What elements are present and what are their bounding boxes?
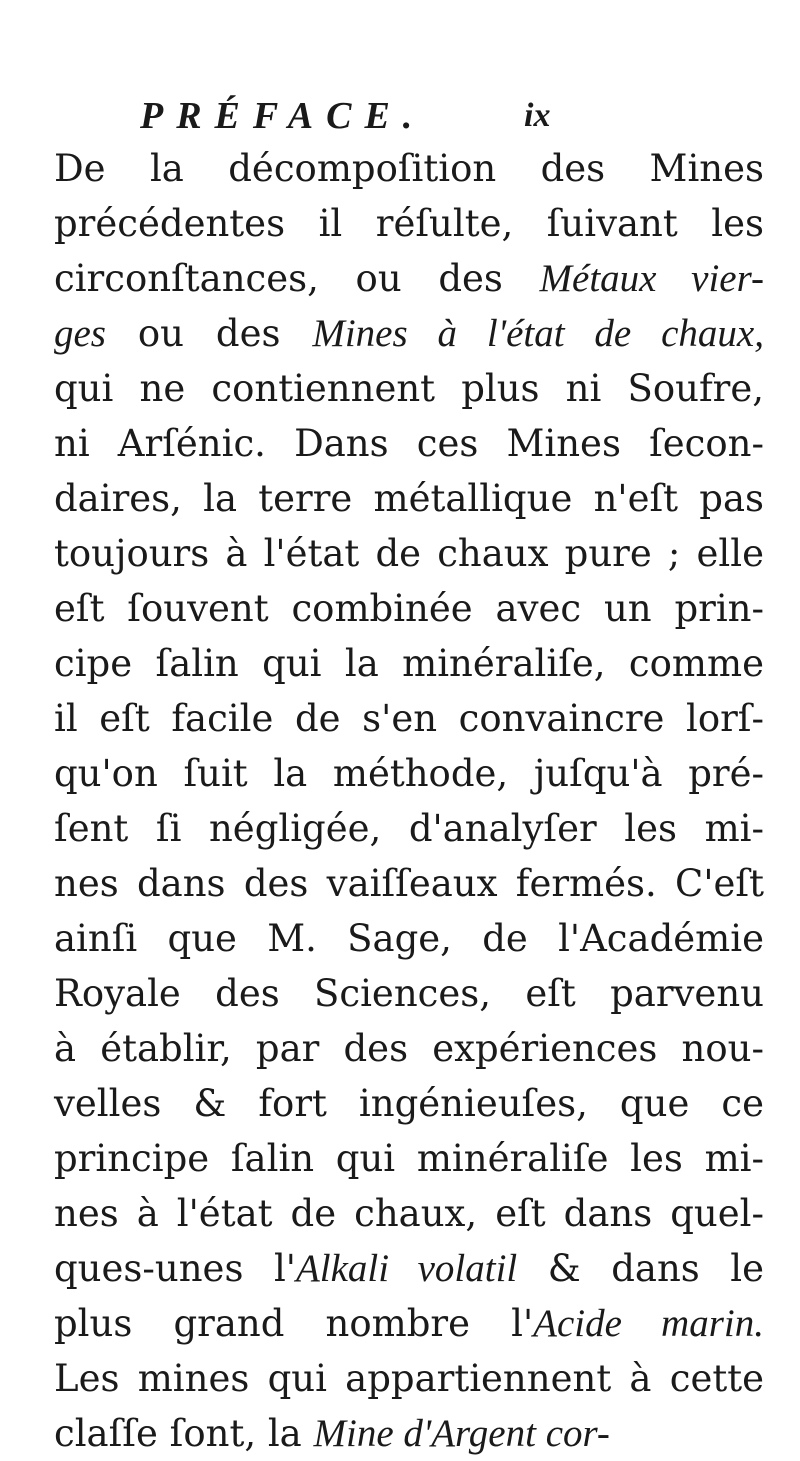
text-line xyxy=(54,1296,764,1351)
text-segment: ainſi que M. Sage, de l'Académie xyxy=(54,917,764,960)
text-segment: toujours à l'état de chaux pure ; elle xyxy=(54,532,764,575)
text-segment: plus grand nombre l' xyxy=(54,1302,534,1345)
text-line xyxy=(54,1406,764,1461)
text-segment: à établir, par des expériences nou- xyxy=(54,1027,764,1070)
text-segment: qu'on ſuit la méthode, juſqu'à pré- xyxy=(54,752,764,795)
text-line xyxy=(54,1131,764,1186)
text-line xyxy=(54,581,764,636)
text-segment: nes à l'état de chaux, eſt dans quel- xyxy=(54,1192,764,1235)
text-line xyxy=(54,526,764,581)
text-segment: qui ne contiennent plus ni Soufre, xyxy=(54,367,764,410)
text-segment: Royale des Sciences, eſt parvenu xyxy=(54,972,764,1015)
text-line xyxy=(54,471,764,526)
text-line xyxy=(54,251,764,306)
text-line xyxy=(54,141,764,196)
text-line xyxy=(54,1186,764,1241)
text-line xyxy=(54,196,764,251)
italic-text: ges xyxy=(54,312,106,355)
text-segment: eſt ſouvent combinée avec un prin- xyxy=(54,587,764,630)
text-segment: claſſe ſont, la xyxy=(54,1412,314,1455)
text-segment: cipe ſalin qui la minéraliſe, comme xyxy=(54,642,764,685)
text-line xyxy=(54,1021,764,1076)
text-line xyxy=(54,856,764,911)
page-header xyxy=(140,86,760,146)
italic-text: Acide marin. xyxy=(533,1302,764,1345)
text-segment: daires, la terre métallique n'eſt pas xyxy=(54,477,764,520)
text-segment: ni Arſénic. Dans ces Mines ſecon- xyxy=(54,422,764,465)
text-line xyxy=(54,361,764,416)
text-segment: nes dans des vaiſſeaux fermés. C'eſt xyxy=(54,862,764,905)
text-line xyxy=(54,1351,764,1406)
text-line xyxy=(54,416,764,471)
text-line xyxy=(54,636,764,691)
italic-text: Alkali volatil xyxy=(295,1247,518,1290)
italic-text: Mines à l'état de chaux, xyxy=(312,312,764,355)
text-line xyxy=(54,1241,764,1296)
text-segment: il eſt facile de s'en convaincre lorſ- xyxy=(54,697,764,740)
text-segment: ou des xyxy=(106,312,313,355)
page-number: ix xyxy=(524,97,551,134)
text-segment: De la décompoſition des Mines xyxy=(54,147,764,190)
italic-text: Mine d'Argent cor- xyxy=(313,1412,610,1455)
text-line xyxy=(54,1076,764,1131)
text-line xyxy=(54,691,764,746)
italic-text: Métaux vier- xyxy=(539,257,764,300)
text-segment: ſent ſi négligée, d'analyſer les mi- xyxy=(54,807,764,850)
text-line xyxy=(54,911,764,966)
text-line xyxy=(54,306,764,361)
text-segment: circonſtances, ou des xyxy=(54,257,540,300)
text-line xyxy=(54,966,764,1021)
body-text xyxy=(54,141,764,1461)
text-segment: velles & fort ingénieuſes, que ce xyxy=(54,1082,764,1125)
text-segment: ques-unes l' xyxy=(54,1247,296,1290)
running-title: PRÉFACE. xyxy=(140,95,426,137)
text-segment: & dans le xyxy=(517,1247,765,1290)
text-line xyxy=(54,746,764,801)
text-segment: Les mines qui appartiennent à cette xyxy=(54,1357,764,1400)
text-line xyxy=(54,801,764,856)
text-segment: principe ſalin qui minéraliſe les mi- xyxy=(54,1137,764,1180)
text-segment: précédentes il réſulte, ſuivant les xyxy=(54,202,764,245)
